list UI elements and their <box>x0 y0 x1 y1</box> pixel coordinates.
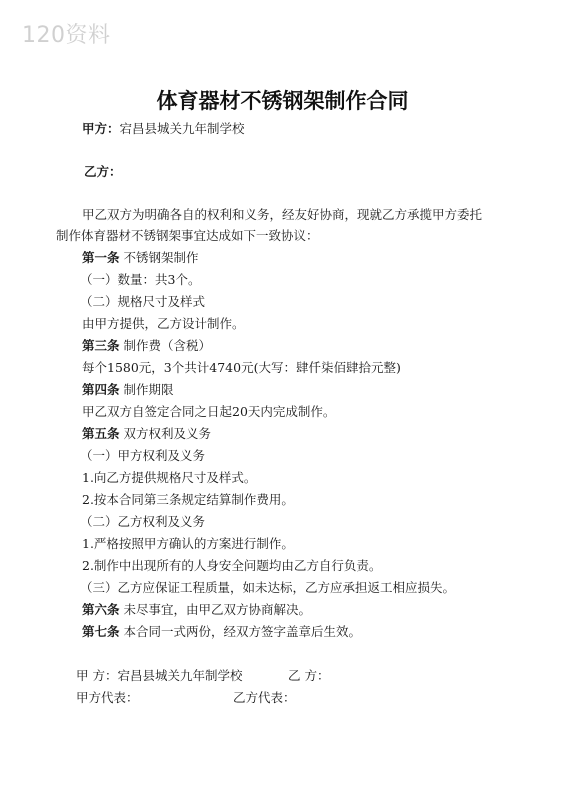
article-6-text: 未尽事宜，由甲乙双方协商解决。 <box>119 602 311 617</box>
document-title: 体育器材不锈钢架制作合同 <box>156 89 409 113</box>
article-5-item-5: 1.严格按照甲方确认的方案进行制作。 <box>82 536 294 551</box>
article-5-item-7: （三）乙方应保证工程质量，如未达标，乙方应承担返工相应损失。 <box>80 580 456 595</box>
article-7 <box>82 624 361 640</box>
article-1 <box>82 250 199 266</box>
article-5 <box>82 426 211 442</box>
party-a-label: 甲方： <box>82 121 120 136</box>
article-4-text: 制作期限 <box>119 382 174 397</box>
article-1-item-2: （二）规格尺寸及样式 <box>80 294 206 309</box>
article-5-item-2: 1.向乙方提供规格尺寸及样式。 <box>82 470 257 485</box>
party-a-line <box>82 121 245 137</box>
article-7-head: 第七条 <box>82 624 120 639</box>
article-5-item-6: 2.制作中出现所有的人身安全问题均由乙方自行负责。 <box>82 558 382 573</box>
article-7-text: 本合同一式两份，经双方签字盖章后生效。 <box>119 624 361 639</box>
article-1-head: 第一条 <box>82 250 120 265</box>
article-4-detail: 甲乙双方自签定合同之日起20天内完成制作。 <box>82 404 336 419</box>
signature-party-a <box>76 668 243 684</box>
article-5-item-1: （一）甲方权利及义务 <box>80 448 206 463</box>
article-5-head: 第五条 <box>82 426 120 441</box>
article-3-head: 第三条 <box>82 338 120 353</box>
article-5-text: 双方权利及义务 <box>119 426 211 441</box>
article-5-item-4: （二）乙方权利及义务 <box>80 514 206 529</box>
article-3 <box>82 338 211 354</box>
article-4-head: 第四条 <box>82 382 120 397</box>
article-1-item-3: 由甲方提供，乙方设计制作。 <box>82 316 245 331</box>
article-6 <box>82 602 311 618</box>
signature-a-value: 宕昌县城关九年制学校 <box>117 668 243 683</box>
watermark-logo: 120资料 <box>22 23 111 48</box>
article-4 <box>82 382 174 398</box>
party-a-value: 宕昌县城关九年制学校 <box>119 121 245 136</box>
signature-party-b-label: 乙 方： <box>288 668 330 683</box>
article-1-item-1: （一）数量：共3个。 <box>80 272 201 287</box>
intro-line-2: 制作体育器材不锈钢架事宜达成如下一致协议： <box>56 228 319 243</box>
signature-party-b-rep: 乙方代表： <box>233 690 296 705</box>
article-1-text: 不锈钢架制作 <box>119 250 199 265</box>
signature-a-label: 甲 方： <box>76 668 118 683</box>
signature-party-a-rep: 甲方代表： <box>76 690 139 705</box>
article-3-text: 制作费（含税） <box>119 338 211 353</box>
intro-line-1: 甲乙双方为明确各自的权利和义务，经友好协商，现就乙方承揽甲方委托 <box>82 207 483 222</box>
article-3-detail: 每个1580元，3个共计4740元(大写：肆仟柒佰肆拾元整) <box>82 360 401 375</box>
article-5-item-3: 2.按本合同第三条规定结算制作费用。 <box>82 492 294 507</box>
party-b-label: 乙方： <box>84 164 122 179</box>
article-6-head: 第六条 <box>82 602 120 617</box>
